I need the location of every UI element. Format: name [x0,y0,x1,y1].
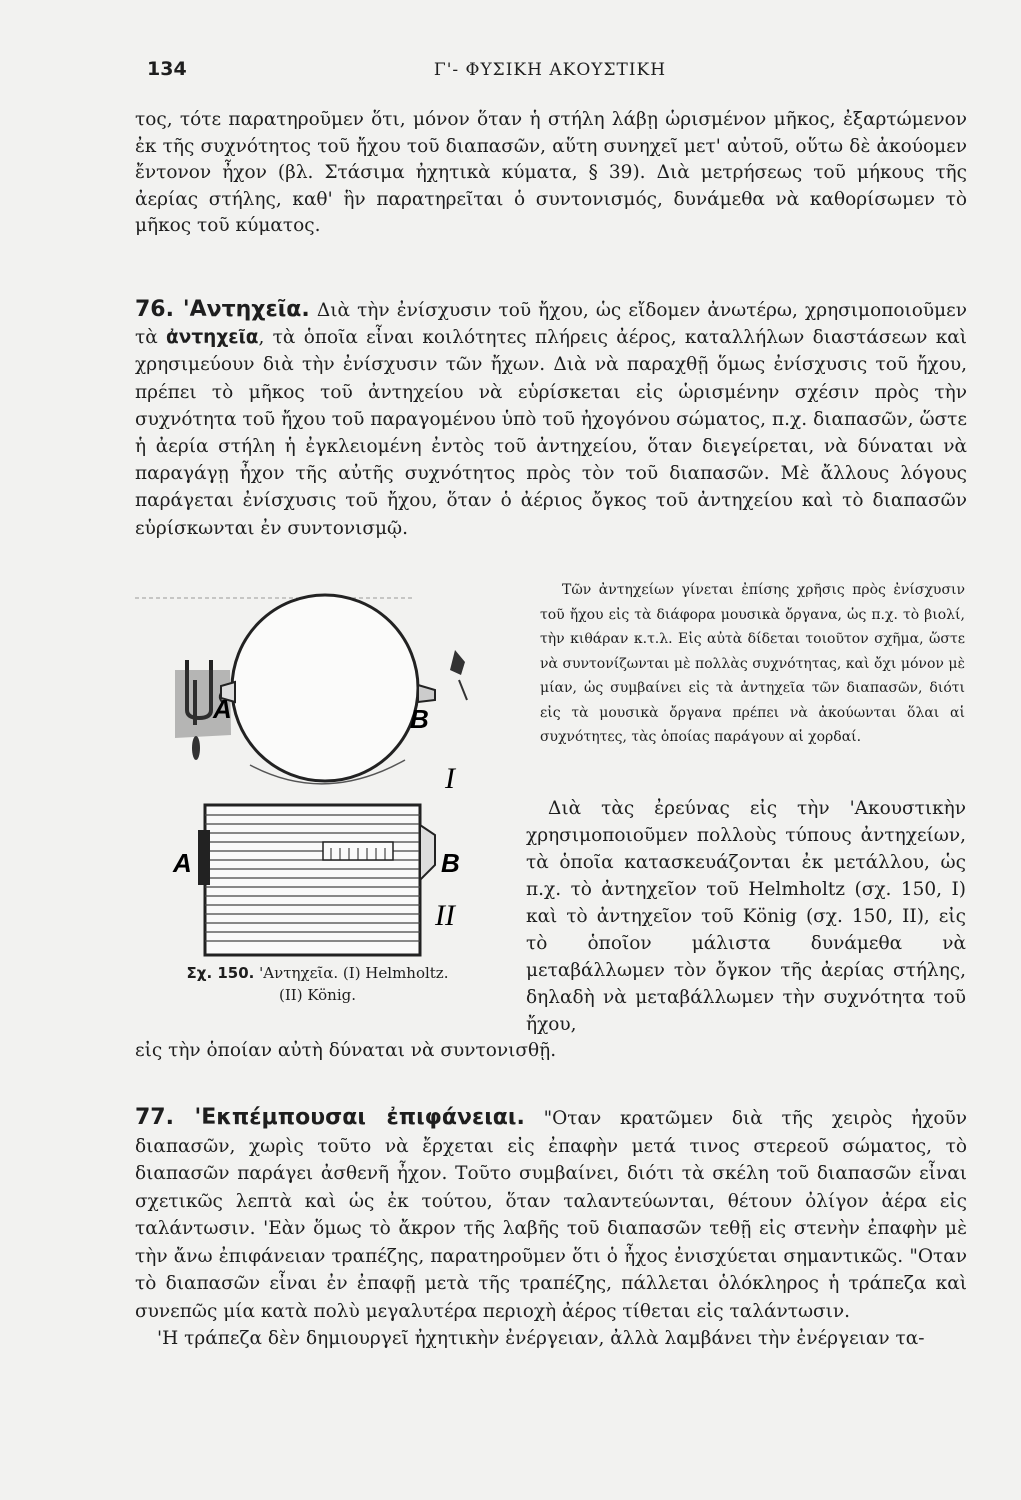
helmholtz-resonator [135,595,467,795]
resonators-illustration [135,590,500,962]
page-header [135,58,965,88]
label-a-helmholtz: A [213,694,232,724]
caption-line-1: 'Αντηχεῖα. (I) Helmholtz. [254,964,449,982]
label-b-helmholtz: B [410,704,429,734]
section-76-bold-term: ἀντηχεῖα [166,327,259,349]
section-77 [135,1104,967,1353]
right-column-paragraph [526,795,966,1038]
konig-resonator [172,805,460,955]
section-76 [135,296,967,542]
caption-label: Σχ. 150. [186,964,255,982]
intro-text: τος, τότε παρατηροῦμεν ὅτι, μόνον ὅταν ἡ στήλη λάβῃ ὡρισμένον μῆκος, ἐξαρτώμενον ἐκ τῆς συχνότητος τοῦ ἤχου τοῦ διαπασῶν, αὕτη συνηχεῖ μετ' αὐτοῦ, οὕτω δὲ ἀκούομεν ἔντονον ἦχον (βλ. Στάσιμα ἠχητικὰ κύματα, § 39). Διὰ μετρήσεως τοῦ μήκους τῆς ἀερίας στήλης, καθ' ἣν παρατηρεῖται ὁ συντονισμός, δυνάμεθα νὰ καθορίσωμεν τὸ μῆκος τοῦ κύματος. [135,109,967,236]
section-77-text: "Οταν κρατῶμεν διὰ τῆς χειρὸς ἠχοῦν διαπασῶν, χωρὶς τοῦτο νὰ ἔρχεται εἰς ἐπαφὴν μετά τινος στερεοῦ σώματος, τὸ διαπασῶν παράγει ἀσθενῆ ἦχον. Τοῦτο συμβαίνει, διότι τὰ σκέλη τοῦ διαπασῶν εἶναι σχετικῶς λεπτὰ καὶ ὡς ἐκ τούτου, ὅταν ταλαντεύωνται, θέτουν ὀλίγον ἀέρα εἰς ταλάντωσιν. 'Εὰν ὅμως τὸ ἄκρον τῆς λαβῆς τοῦ διαπασῶν τεθῇ εἰς στενὴν ἐπαφὴν μὲ τὴν ἄνω ἐπιφάνειαν τραπέζης, παρατηροῦμεν ὅτι ὁ ἦχος ἐνισχύεται σημαντικῶς. "Οταν τὸ διαπασῶν εἶναι ἐν ἐπαφῇ μετὰ τῆς τραπέζης, πάλλεται ὁλόκληρος ἡ τράπεζα καὶ συνεπῶς μία κατὰ πολὺ μεγαλυτέρα περιοχὴ ἀέρος τίθεται εἰς ταλάντωσιν. [135,1108,967,1322]
intro-paragraph [135,107,967,240]
section-76-last-line: εἰς τὴν ὁποίαν αὐτὴ δύναται νὰ συντονισθῇ. [135,1040,557,1061]
label-ii: II [435,899,455,932]
section-76-heading: 76. 'Αντηχεῖα. [135,297,310,322]
running-title: Γ'- ΦΥΣΙΚΗ ΑΚΟΥΣΤΙΚΗ [433,60,667,80]
label-a-konig: A [173,848,192,878]
section-77-heading: 77. 'Εκπέμπουσαι ἐπιφάνειαι. [135,1105,525,1130]
page-number: 134 [147,58,187,80]
section-76-text-b: , τὰ ὁποῖα εἶναι κοιλότητες πλήρεις ἀέρος, καταλλήλων διαστάσεων καὶ χρησιμεύουν διὰ τὴν ἐνίσχυσιν τῶν ἤχων. Διὰ νὰ παραχθῇ ὅμως ἐνίσχυσις τοῦ ἤχου, πρέπει τὸ μῆκος τοῦ ἀντηχείου νὰ εὑρίσκεται εἰς ὡρισμένην σχέσιν πρὸς τὴν συχνότητα τοῦ ἤχου τοῦ παραγομένου ὑπὸ τοῦ ἠχογόνου σώματος, π.χ. διαπασῶν, ὥστε ἡ ἀερία στήλη ἡ ἐγκλειομένη ἐντὸς τοῦ ἀντηχείου, ὅταν διεγείρεται, νὰ δύναται νὰ παραγάγῃ ἦχον τῆς αὐτῆς συχνότητος πρὸς τὸν τοῦ διαπασῶν. Μὲ ἄλλους λόγους παράγεται ἐνίσχυσις τοῦ ἤχου, ὅταν ὁ ἀέριος ὄγκος τοῦ ἀντηχείου καὶ τὸ διαπασῶν εὑρίσκωνται ἐν συντονισμῷ. [135,327,967,539]
caption-line-2: (II) König. [279,986,356,1004]
section-77-text-2: 'Η τράπεζα δὲν δημιουργεῖ ἠχητικὴν ἐνέργειαν, ἀλλὰ λαμβάνει τὴν ἐνέργειαν τα- [157,1328,925,1349]
small-print-note [540,578,965,750]
label-b-konig: B [441,848,460,878]
section-76-text-a: Διὰ τὴν ἐνίσχυσιν τοῦ ἤχου, ὡς εἴδομεν ἀνωτέρω, χρησιμοποιοῦμεν τὰ [135,300,967,349]
figure-150 [135,590,500,962]
figure-caption [135,962,500,1006]
small-print-text: Τῶν ἀντηχείων γίνεται ἐπίσης χρῆσις πρὸς ἐνίσχυσιν τοῦ ἤχου εἰς τὰ διάφορα μουσικὰ ὄργανα, ὡς π.χ. τὸ βιολί, τὴν κιθάραν κ.τ.λ. Εἰς αὐτὰ δίδεται τοιοῦτον σχῆμα, ὥστε νὰ συντονίζωνται μὲ πολλὰς συχνότητας, καὶ ὄχι μόνον μὲ μίαν, ὡς συμβαίνει εἰς τὰ ἀντηχεῖα τῶν διαπασῶν, διότι εἰς τὰ μουσικὰ ὄργανα πρέπει νὰ ἀκούωνται ὅλαι αἱ συχνότητες, τὰς ὁποίας παράγουν αἱ χορδαί. [540,582,965,745]
right-column-text: Διὰ τὰς ἐρεύνας εἰς τὴν 'Ακουστικὴν χρησιμοποιοῦμεν πολλοὺς τύπους ἀντηχείων, τὰ ὁποῖα κατασκευάζονται ἐκ μετάλλου, ὡς π.χ. τὸ ἀντηχεῖον τοῦ Helmholtz (σχ. 150, I) καὶ τὸ ἀντηχεῖον τοῦ König (σχ. 150, II), εἰς τὸ ὁποῖον μάλιστα δυνάμεθα νὰ μεταβάλλωμεν τὸν ὄγκον τῆς ἀερίας στήλης, δηλαδὴ νὰ μεταβάλλωμεν τὴν συχνότητα τοῦ ἤχου, [526,798,966,1035]
label-i: I [445,762,455,795]
